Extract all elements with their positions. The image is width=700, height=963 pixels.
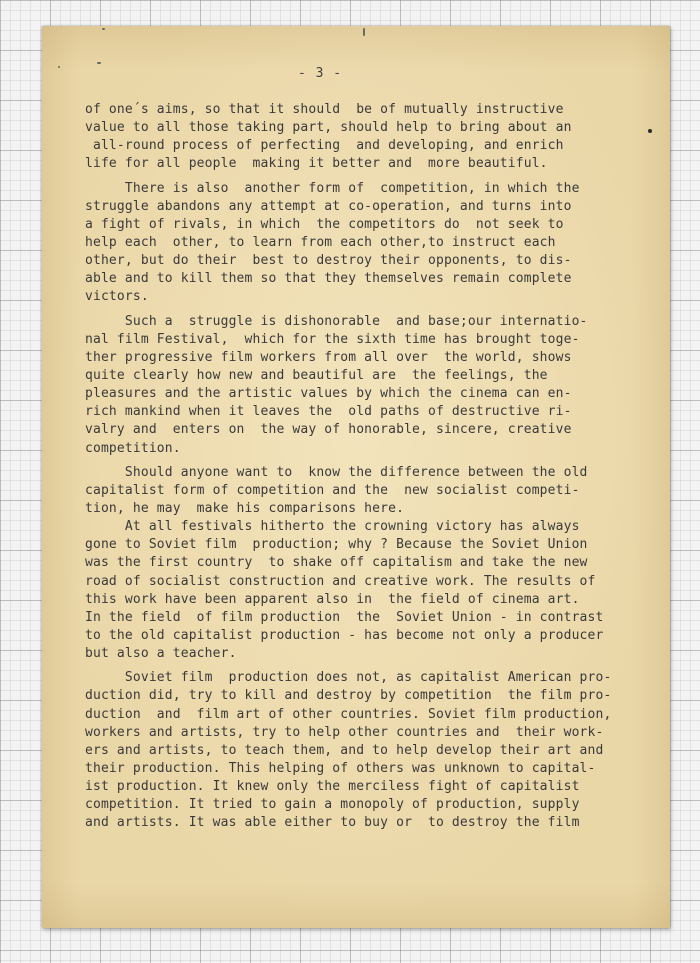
text-line: valry and enters on the way of honorable, sincere, creative [85,422,572,438]
text-line: their production. This helping of others was unknown to capital- [85,760,596,776]
text-line: Such a struggle is dishonorable and base;our internatio- [85,313,588,329]
text-line: value to all those taking part, should help to bring about an [85,120,572,136]
text-line: duction did, try to kill and destroy by competition the film pro- [85,688,612,704]
page-number: - 3 - [298,66,343,81]
text-line: other, but do their best to destroy their opponents, to dis- [85,253,572,269]
text-line: struggle abandons any attempt at co-operation, and turns into [85,198,572,214]
text-line: gone to Soviet film production; why ? Because the Soviet Union [85,537,588,553]
text-line: ers and artists, to teach them, and to help develop their art and [85,742,604,758]
text-line: competition. It tried to gain a monopoly of production, supply [85,797,580,813]
text-line: competition. [85,440,181,456]
text-line: ist production. It knew only the merciless fight of capitalist [85,779,580,795]
text-line: capitalist form of competition and the new socialist competi- [85,482,580,498]
text-line: victors. [85,289,149,305]
text-line: able and to kill them so that they themselves remain complete [85,271,572,287]
text-line: Soviet film production does not, as capitalist American pro- [85,670,612,686]
text-line: tion, he may make his comparisons here. [85,500,405,516]
paper-mark [363,28,365,36]
text-line: ther progressive film workers from all over the world, shows [85,349,572,365]
text-line: of one´s aims, so that it should be of mutually instructive [85,102,564,117]
text-line: In the field of film production the Soviet Union - in contrast [85,609,604,625]
text-line: to the old capitalist production - has become not only a producer [85,627,604,643]
text-line: help each other, to learn from each other,to instruct each [85,234,556,250]
typed-text-body [85,101,610,832]
text-line: duction and film art of other countries. Soviet film production, [85,706,612,722]
text-line: quite clearly how new and beautiful are the feelings, the [85,367,548,383]
text-line: At all festivals hitherto the crowning victory has always [85,519,580,535]
text-line: was the first country to shake off capitalism and take the new [85,555,588,571]
text-line: life for all people making it better and more beautiful. [85,156,548,172]
ink-dot [648,129,652,133]
text-line: Should anyone want to know the difference between the old [85,464,588,480]
text-line: pleasures and the artistic values by which the cinema can en- [85,386,572,402]
text-line: all-round process of perfecting and developing, and enrich [85,138,564,154]
text-line: a fight of rivals, in which the competitors do not seek to [85,216,564,232]
paper-mark [102,28,105,30]
text-line: and artists. It was able either to buy or to destroy the film [85,815,580,831]
paper-mark [97,62,101,64]
text-line: rich mankind when it leaves the old paths of destructive ri- [85,404,572,420]
text-line: but also a teacher. [85,646,237,662]
text-line: workers and artists, try to help other countries and their work- [85,724,604,740]
text-line: road of socialist construction and creative work. The results of [85,573,596,589]
text-line: There is also another form of competition, in which the [85,180,580,196]
text-line: this work have been apparent also in the field of cinema art. [85,591,580,607]
paper-mark [58,66,60,68]
text-line: nal film Festival, which for the sixth time has brought toge- [85,331,580,347]
